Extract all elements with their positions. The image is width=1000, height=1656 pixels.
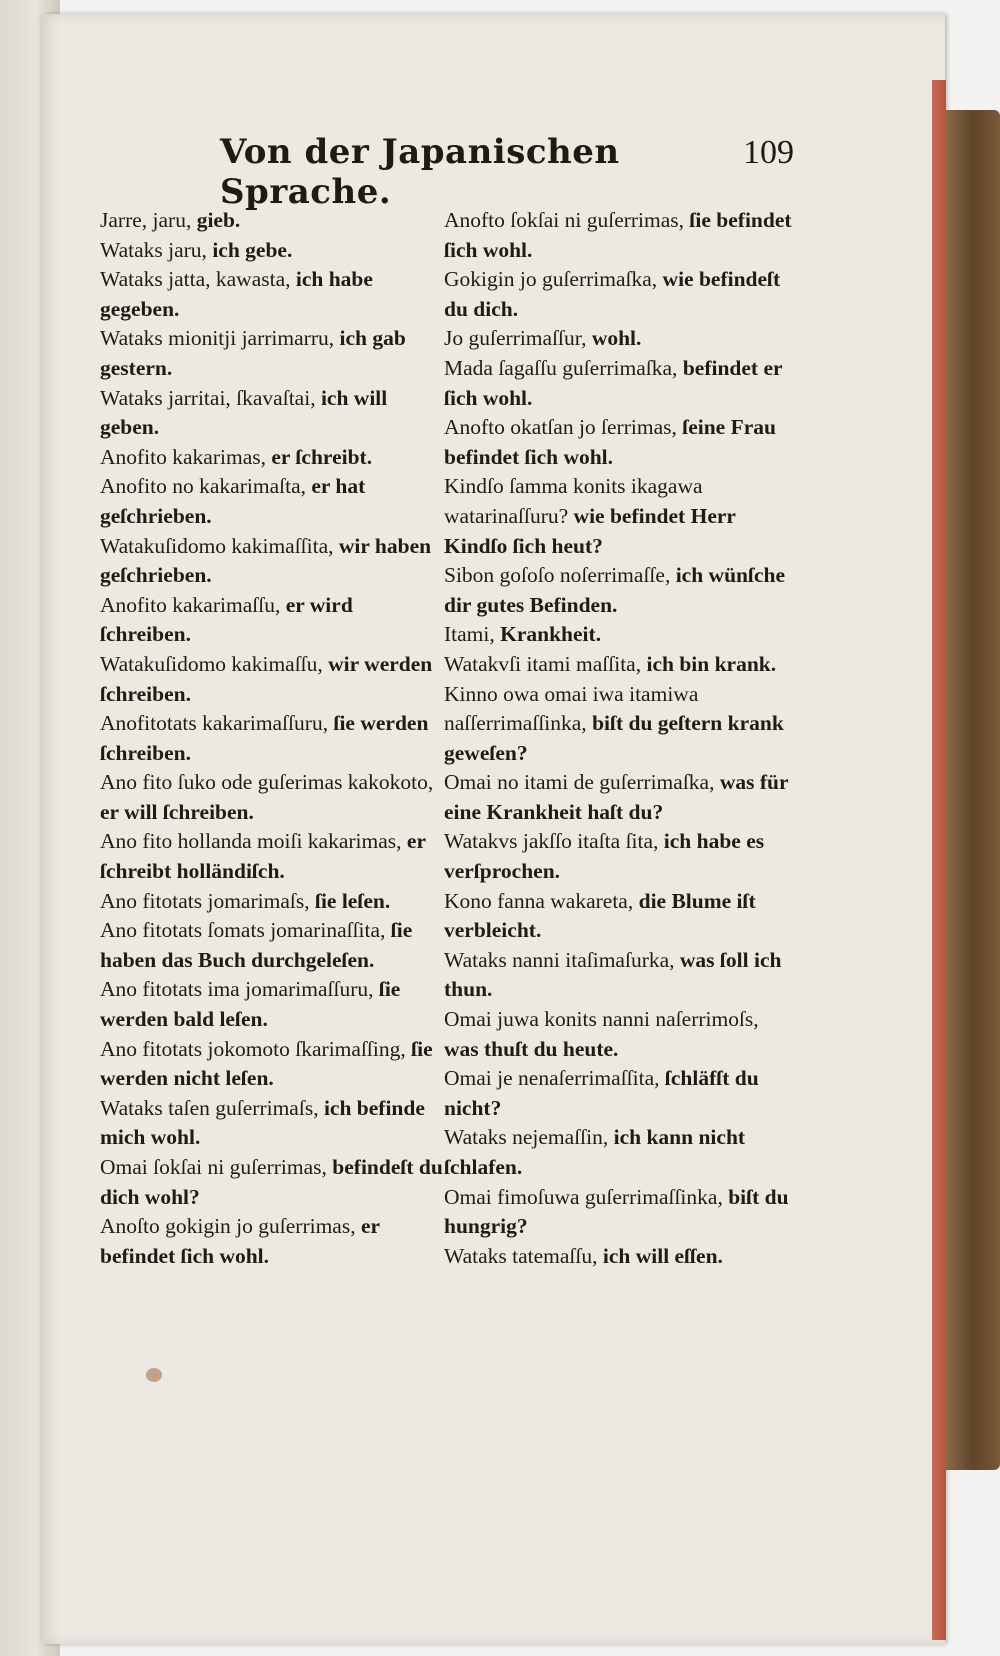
japanese-phrase: Ano fitotats ſomats jomarinaſſita, [100,918,386,943]
vocabulary-entry [444,827,794,886]
german-translation: ſchläfſt du nicht? [444,1066,759,1120]
german-translation: gieb. [196,208,241,232]
japanese-phrase: Ano fitotats jomarimaſs, [100,888,310,913]
japanese-phrase: Gokigin jo guſerrimaſka, [444,267,658,292]
vocabulary-entry [444,1183,794,1242]
japanese-phrase: Watakuſidomo kakimaſſu, [100,651,323,676]
vocabulary-entry [100,384,445,443]
left-column [100,206,445,1271]
vocabulary-entry [100,1094,445,1153]
german-translation: die Blume iſt verbleicht. [444,888,756,943]
german-translation: ich habe es verſprochen. [444,829,765,884]
german-translation: er ſchreibt. [271,444,373,469]
vocabulary-entry [100,827,445,886]
japanese-phrase: Mada ſagaſſu guſerrimaſka, [444,355,678,380]
japanese-phrase: Jo guſerrimaſſur, [444,326,587,351]
japanese-phrase: Jarre, jaru, [100,208,192,232]
german-translation: was für eine Krankheit haſt du? [444,770,789,824]
vocabulary-entry [100,887,445,917]
german-translation: ich will eſſen. [602,1243,723,1268]
vocabulary-entry [444,680,794,769]
german-translation: was ſoll ich thun. [444,947,782,1002]
japanese-phrase: Wataks nanni itaſimaſurka, [444,947,675,972]
german-translation: ſeine Frau befindet ſich wohl. [444,415,776,469]
japanese-phrase: Watakvs jakſſo itaſta ſita, [444,829,659,854]
vocabulary-entry [100,768,445,827]
vocabulary-entry [100,472,445,531]
vocabulary-entry [100,975,445,1034]
vocabulary-entry [444,324,794,354]
german-translation: wie befindet Herr Kindſo ſich heut? [444,503,736,558]
japanese-phrase: Anoſto gokigin jo guſerrimas, [100,1214,356,1239]
vocabulary-entry [444,1242,794,1272]
german-translation: ſie haben das Buch durchgeleſen. [100,918,413,972]
german-translation: ich will geben. [100,385,388,440]
german-translation: ich gebe. [212,237,293,262]
vocabulary-entry [444,413,794,472]
japanese-phrase: Anofito kakarimaſſu, [100,592,281,617]
german-translation: befindeſt du dich wohl? [100,1155,443,1209]
japanese-phrase: Watakvſi itami maſſita, [444,651,642,676]
japanese-phrase: Omai juwa konits nanni naſerrimoſs, [444,1007,759,1032]
german-translation: ich gab gestern. [100,326,406,380]
japanese-phrase: Sibon goſoſo noſerrimaſſe, [444,563,671,588]
vocabulary-entry [100,1035,445,1094]
red-page-edge [932,80,946,1640]
german-translation: ſie werden nicht leſen. [100,1036,433,1091]
vocabulary-entry [100,650,445,709]
vocabulary-entry [100,265,445,324]
vocabulary-entry [100,591,445,650]
right-column [444,206,794,1271]
german-translation: er ſchreibt holländiſch. [100,829,426,884]
japanese-phrase: Wataks jatta, kawasta, [100,267,291,292]
vocabulary-entry [444,946,794,1005]
vocabulary-entry [444,1064,794,1123]
german-translation: ich befinde mich wohl. [100,1095,425,1150]
vocabulary-entry [444,620,794,650]
japanese-phrase: Wataks nejemaſſin, [444,1125,609,1150]
japanese-phrase: Watakuſidomo kakimaſſita, [100,533,334,558]
vocabulary-entry [100,324,445,383]
german-translation: was thuſt du heute. [444,1036,619,1061]
vocabulary-entry [444,206,794,265]
japanese-phrase: Wataks jaru, [100,237,207,262]
japanese-phrase: Ano fitotats ima jomarimaſſuru, [100,977,374,1002]
german-translation: ich habe gegeben. [100,267,373,321]
vocabulary-entry [100,709,445,768]
german-translation: wohl. [591,326,642,351]
japanese-phrase: Omai je nenaſerrimaſſita, [444,1066,660,1091]
vocabulary-entry [100,532,445,591]
vocabulary-entry [444,1005,794,1064]
japanese-phrase: Anofto ſokſai ni guſerrimas, [444,208,685,232]
german-translation: ſie werden ſchreiben. [100,711,429,765]
vocabulary-entry [444,768,794,827]
german-translation: wie befindeſt du dich. [444,267,781,321]
japanese-phrase: Wataks taſen guſerrimaſs, [100,1095,319,1120]
german-translation: ſie befindet ſich wohl. [444,208,792,262]
japanese-phrase: Anofito no kakarimaſta, [100,474,306,499]
german-translation: wir haben geſchrieben. [100,533,432,588]
japanese-phrase: Anofitotats kakarimaſſuru, [100,711,329,736]
german-translation: ich kann nicht ſchlafen. [444,1125,746,1179]
german-translation: biſt du hungrig? [444,1184,789,1239]
japanese-phrase: Omai ſokſai ni guſerrimas, [100,1155,327,1179]
page-number: 109 [743,134,794,171]
japanese-phrase: Wataks jarritai, ſkavaſtai, [100,385,316,410]
japanese-phrase: Kindſo ſamma konits ikagawa watarinaſſuru? [444,474,703,528]
vocabulary-entry [444,354,794,413]
vocabulary-entry [100,1212,445,1271]
german-translation: ſie leſen. [314,888,391,913]
vocabulary-entry [444,887,794,946]
german-translation: biſt du geſtern krank geweſen? [444,711,784,765]
german-translation: Krankheit. [500,622,602,647]
japanese-phrase: Anofito kakarimas, [100,444,266,469]
running-title: Von der Japanischen Sprache. [220,132,620,212]
german-translation: ſie werden bald leſen. [100,977,401,1032]
german-translation: er wird ſchreiben. [100,592,353,647]
japanese-phrase: Kinno owa omai iwa itamiwa naſſerrimaſſinka, [444,681,699,736]
vocabulary-entry [100,206,445,236]
japanese-phrase: Itami, [444,622,495,647]
german-translation: er befindet ſich wohl. [100,1214,380,1268]
japanese-phrase: Ano fitotats jokomoto ſkarimaſſing, [100,1036,406,1061]
vocabulary-entry [100,916,445,975]
japanese-phrase: Wataks mionitji jarrimarru, [100,326,335,351]
japanese-phrase: Omai fimoſuwa guſerrimaſſinka, [444,1184,723,1209]
vocabulary-entry [100,236,445,266]
vocabulary-entry [444,472,794,561]
book-binding [946,110,1000,1470]
vocabulary-entry [444,650,794,680]
japanese-phrase: Omai no itami de guſerrimaſka, [444,770,715,795]
german-translation: er hat geſchrieben. [100,474,366,528]
vocabulary-entry [444,561,794,620]
japanese-phrase: Kono fanna wakareta, [444,888,634,913]
japanese-phrase: Anofto okatſan jo ſerrimas, [444,415,677,440]
german-translation: befindet er ſich wohl. [444,355,783,410]
japanese-phrase: Ano fito hollanda moiſi kakarimas, [100,829,402,854]
vocabulary-entry [444,265,794,324]
japanese-phrase: Wataks tatemaſſu, [444,1243,598,1268]
german-translation: er will ſchreiben. [100,799,254,824]
german-translation: wir werden ſchreiben. [100,651,433,706]
german-translation: ich wünſche dir gutes Befinden. [444,563,786,617]
vocabulary-entry [444,1123,794,1182]
japanese-phrase: Ano fito ſuko ode guſerimas kakokoto, [100,770,434,795]
paper-stain [146,1368,162,1382]
vocabulary-entry [100,443,445,473]
vocabulary-entry [100,1153,445,1212]
german-translation: ich bin krank. [646,651,777,676]
